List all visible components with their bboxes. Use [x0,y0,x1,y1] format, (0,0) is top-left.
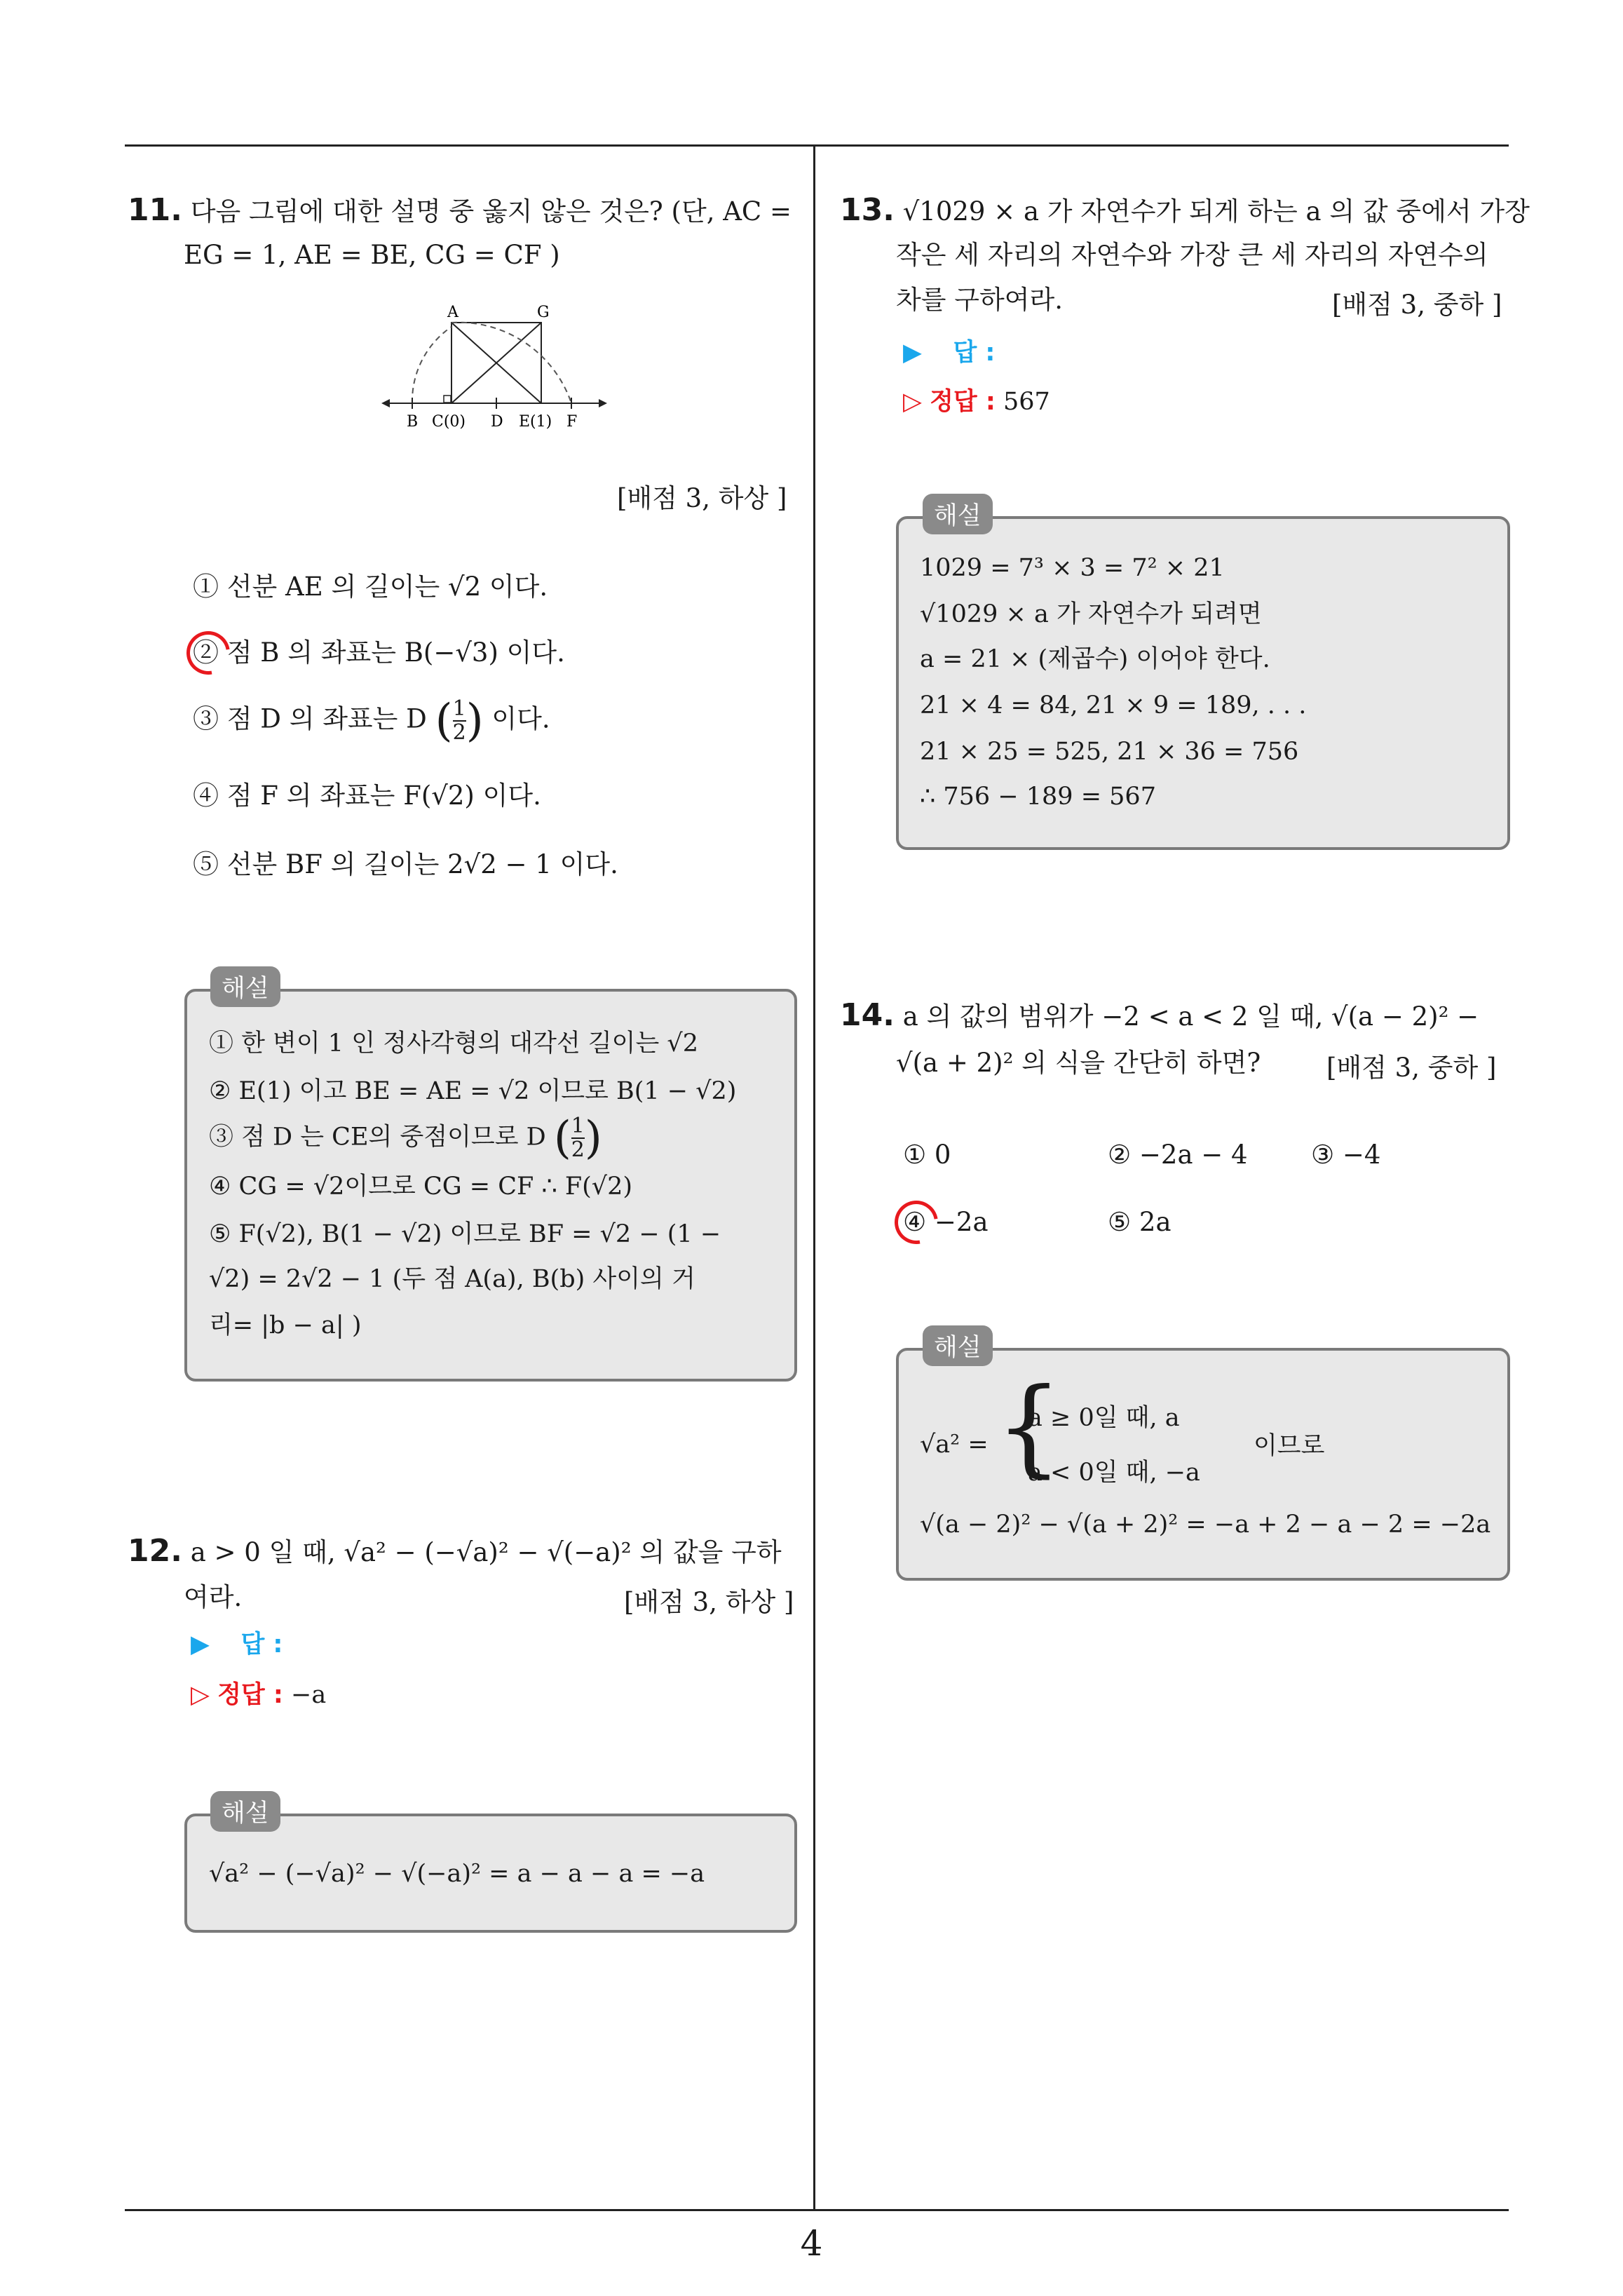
solution-tab: 해설 [210,1791,280,1832]
solution-line-1: 1029 = 7³ × 3 = 7² × 21 [920,554,1225,582]
question-text-line1: a 의 값의 범위가 −2 < a < 2 일 때, √(a − 2)² − [902,1001,1479,1032]
question-text-line1: 다음 그림에 대한 설명 중 옳지 않은 것은? (단, AC = [190,196,792,227]
solution-line-2: √1029 × a 가 자연수가 되려면 [920,600,1262,628]
answer-label: 답 : [240,1630,283,1659]
question-13-stem-line3: 차를 구하여라. [896,285,1063,315]
question-number: 14. [840,997,895,1033]
number-line-diagram [379,302,610,435]
solution-line-1: ① 한 변이 1 인 정사각형의 대각선 길이는 √2 [209,1029,698,1058]
solution-line-4: ④ CG = √2이므로 CG = CF ∴ F(√2) [209,1173,633,1201]
bottom-rule [125,2209,1509,2211]
label-d: D [491,413,503,431]
solution-box [896,1348,1510,1581]
answer-input-line[interactable] [903,335,995,370]
question-number: 12. [128,1533,182,1569]
choice-5[interactable]: ⑤ 2a [1108,1207,1172,1237]
solution-line-4: 21 × 4 = 84, 21 × 9 = 189, . . . [920,691,1307,720]
choice-1[interactable]: ① 0 [903,1140,951,1170]
question-number: 11. [128,192,182,228]
answer-label: 답 : [953,339,996,367]
label-e: E(1) [519,413,552,431]
question-13-stem-line2: 작은 세 자리의 자연수와 가장 큰 세 자리의 자연수의 [896,240,1488,270]
choice-3[interactable]: ③ 점 D 의 좌표는 D ( $\frac{1}{2}$ ) 이다. [193,695,550,747]
top-rule [125,144,1509,147]
solution-tab: 해설 [923,1325,993,1366]
solution-tab: 해설 [210,966,280,1007]
solution-case-1: a ≥ 0일 때, a [1028,1404,1180,1432]
solution-line-1: √a² − (−√a)² − √(−a)² = a − a − a = −a [209,1860,705,1888]
page-number: 4 [800,2223,823,2264]
column-divider [813,146,815,2210]
choice-1[interactable]: ① 선분 AE 의 길이는 √2 이다. [193,572,548,602]
play-icon: ▶ [191,1630,210,1659]
solution-line-6: ∴ 756 − 189 = 567 [920,783,1156,811]
question-14-stem [840,993,1479,1039]
choice-3-text: ③ 점 D 의 좌표는 D [193,703,427,734]
correct-answer-line [903,384,1050,419]
choice-3[interactable]: ③ −4 [1311,1140,1381,1170]
choice-5[interactable]: ⑤ 선분 BF 의 길이는 2√2 − 1 이다. [193,849,618,879]
question-text-line1: √1029 × a 가 자연수가 되게 하는 a 의 값 중에서 가장 [902,196,1530,227]
outline-play-icon: ▷ [191,1681,210,1709]
solution-lhs: √a² = [920,1431,989,1459]
label-c: C(0) [432,413,466,431]
answer-input-line[interactable] [191,1627,283,1662]
question-12-stem [128,1529,782,1575]
score-label: [배점 3, 중하 ] [1332,290,1502,320]
correct-answer-label: 정답 : [930,388,996,416]
question-text-line1: a > 0 일 때, √a² − (−√a)² − √(−a)² 의 값을 구하 [190,1537,782,1567]
solution-last-line: √(a − 2)² − √(a + 2)² = −a + 2 − a − 2 = −2a [920,1511,1491,1539]
outline-play-icon: ▷ [903,388,922,416]
solution-line-2: ② E(1) 이고 BE = AE = √2 이므로 B(1 − √2) [209,1077,737,1105]
question-12-stem-line2: 여라. [184,1582,243,1612]
solution-line-5: ⑤ F(√2), B(1 − √2) 이므로 BF = √2 − (1 − [209,1220,721,1248]
label-b: B [407,413,419,431]
score-label: [배점 3, 하상 ] [624,1587,794,1617]
correct-answer-value: 567 [1003,388,1050,416]
label-a: A [447,304,459,321]
solution-line-7: 리= |b − a| ) [209,1311,362,1339]
play-icon: ▶ [903,339,922,367]
question-14-stem-line2: √(a + 2)² 의 식을 간단히 하면? [896,1048,1261,1078]
solution-line-5: 21 × 25 = 525, 21 × 36 = 756 [920,738,1299,766]
solution-line-6: √2) = 2√2 − 1 (두 점 A(a), B(b) 사이의 거 [209,1265,695,1293]
solution-case-2: a < 0일 때, −a [1028,1459,1200,1487]
correct-answer-line [191,1677,326,1713]
choice-2[interactable]: ② 점 B 의 좌표는 B(−√3) 이다. [193,637,565,668]
choice-4[interactable]: ④ −2a [903,1207,989,1237]
solution-line-3: ③ 점 D 는 CE의 중점이므로 D ( $\frac{1}{2}$ ) [209,1112,602,1164]
choice-3-tail: 이다. [491,703,550,734]
question-11-stem-line2: EG = 1, AE = BE, CG = CF ) [184,240,560,270]
left-brace: { [996,1366,1063,1488]
fraction: $\frac{1}{2}$ [571,1114,585,1162]
choice-4[interactable]: ④ 점 F 의 좌표는 F(√2) 이다. [193,781,541,811]
solution-suffix: 이므로 [1254,1432,1325,1460]
question-13-stem [840,188,1530,234]
score-label: [배점 3, 하상 ] [617,483,787,513]
question-number: 13. [840,192,895,228]
correct-answer-label: 정답 : [217,1681,283,1709]
fraction: $\frac{1}{2}$ [452,696,466,745]
label-g: G [537,304,550,321]
correct-answer-value: −a [291,1681,327,1709]
solution-line-3: a = 21 × (제곱수) 이어야 한다. [920,645,1270,673]
question-11-stem [128,188,801,234]
label-f: F [566,413,578,431]
solution-tab: 해설 [923,494,993,534]
score-label: [배점 3, 중하 ] [1326,1053,1497,1083]
choice-2[interactable]: ② −2a − 4 [1108,1140,1248,1170]
